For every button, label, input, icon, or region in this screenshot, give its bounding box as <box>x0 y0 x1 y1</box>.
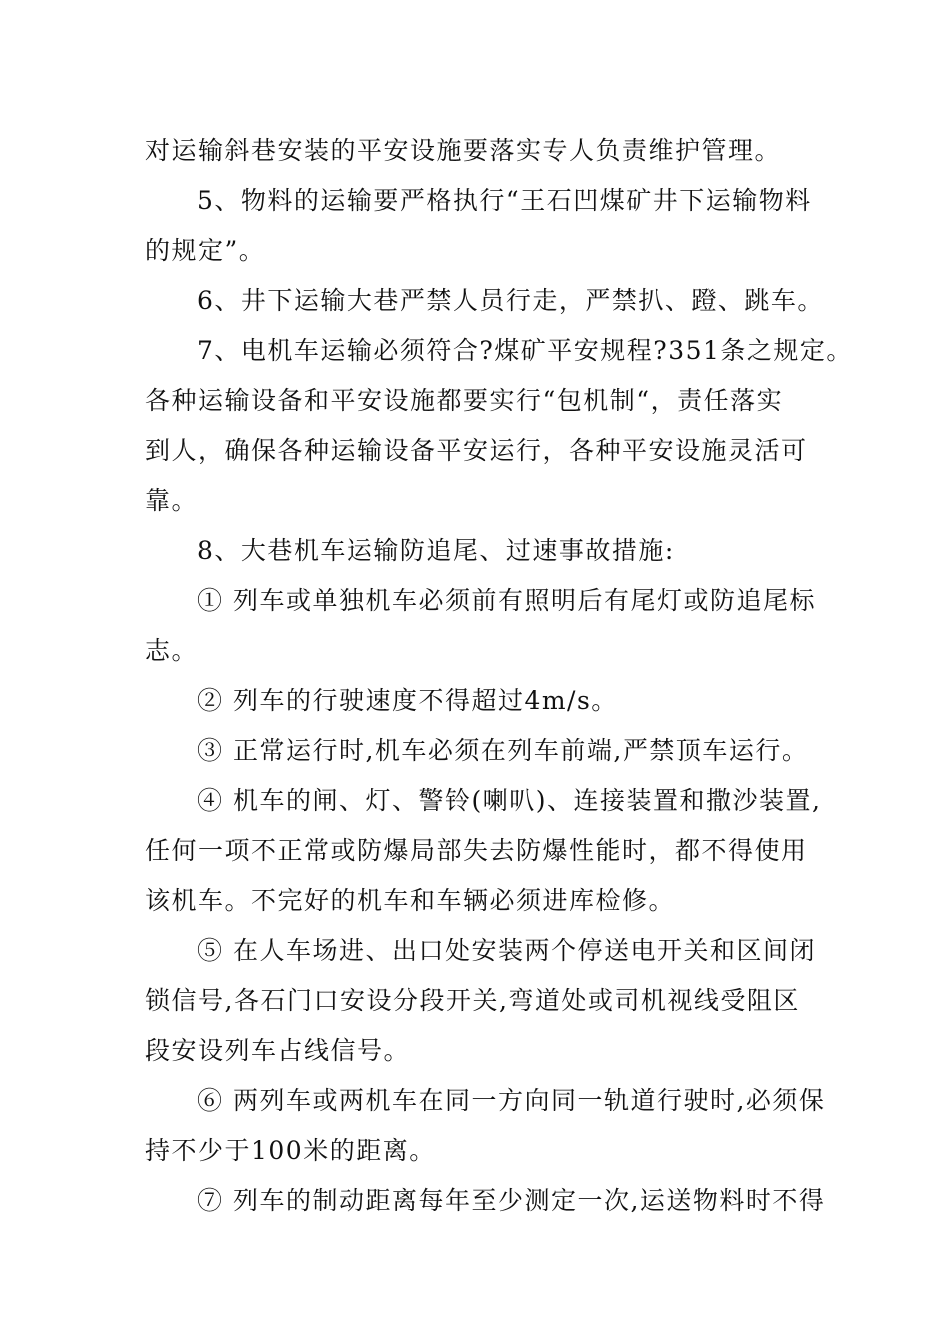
text-line-5: 7、电机车运输必须符合?煤矿平安规程?351条之规定。 <box>197 336 853 365</box>
text-line-2: 5、物料的运输要严格执行“王石凹煤矿井下运输物料 <box>197 186 812 215</box>
text-line-12: ② 列车的行驶速度不得超过4m/s。 <box>197 686 618 715</box>
text-line-18: 锁信号,各石门口安设分段开关,弯道处或司机视线受阻区 <box>145 986 800 1015</box>
text-line-4: 6、井下运输大巷严禁人员行走，严禁扒、蹬、跳车。 <box>197 286 824 315</box>
text-line-1: 对运输斜巷安装的平安设施要落实专人负责维护管理。 <box>145 136 782 165</box>
text-line-11: 志。 <box>145 636 199 665</box>
text-line-8: 靠。 <box>145 486 199 515</box>
text-line-19: 段安设列车占线信号。 <box>145 1036 411 1065</box>
text-line-7: 到人，确保各种运输设备平安运行，各种平安设施灵活可 <box>145 436 808 465</box>
text-line-20: ⑥ 两列车或两机车在同一方向同一轨道行驶时,必须保 <box>197 1086 826 1115</box>
text-line-6: 各种运输设备和平安设施都要实行“包机制“，责任落实 <box>145 386 784 415</box>
text-line-14: ④ 机车的闸、灯、警铃(喇叭)、连接装置和撒沙装置, <box>197 786 822 815</box>
text-line-15: 任何一项不正常或防爆局部失去防爆性能时，都不得使用 <box>145 836 808 865</box>
text-line-22: ⑦ 列车的制动距离每年至少测定一次,运送物料时不得 <box>197 1186 826 1215</box>
text-line-21: 持不少于100米的距离。 <box>145 1136 436 1165</box>
text-line-13: ③ 正常运行时,机车必须在列车前端,严禁顶车运行。 <box>197 736 809 765</box>
text-line-9: 8、大巷机车运输防追尾、过速事故措施: <box>197 536 675 565</box>
text-line-10: ① 列车或单独机车必须前有照明后有尾灯或防追尾标 <box>197 586 816 615</box>
text-line-17: ⑤ 在人车场进、出口处安装两个停送电开关和区间闭 <box>197 936 816 965</box>
text-line-3: 的规定”。 <box>145 236 266 265</box>
text-line-16: 该机车。不完好的机车和车辆必须进库检修。 <box>145 886 676 915</box>
